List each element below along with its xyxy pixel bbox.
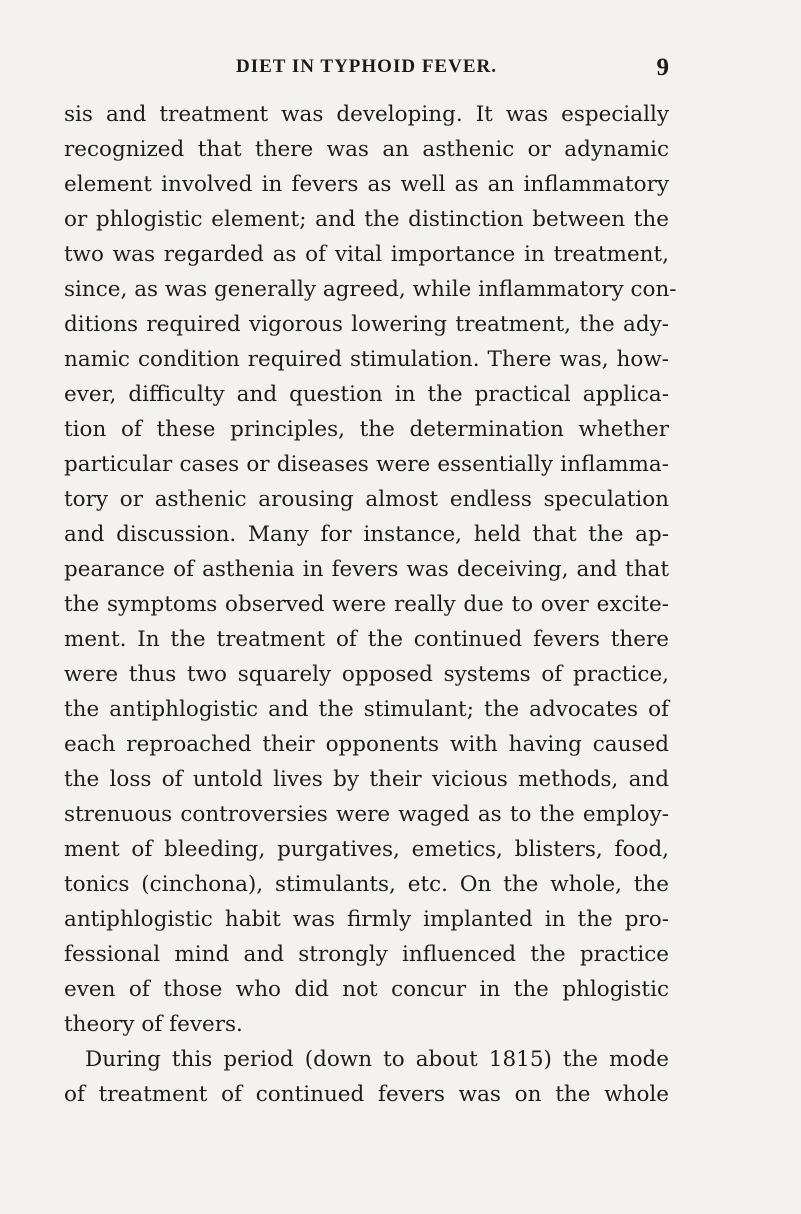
text-line: pearance of asthenia in fevers was deceiving, and that xyxy=(64,557,669,582)
text-line: particular cases or diseases were essentially inflamma- xyxy=(64,452,669,477)
text-line: sis and treatment was developing. It was especially xyxy=(64,102,669,127)
text-line: ditions required vigorous lowering treatment, the ady- xyxy=(64,312,669,337)
text-line: tory or asthenic arousing almost endless speculation xyxy=(64,487,669,512)
text-line: element involved in fevers as well as an inflammatory xyxy=(64,172,669,197)
text-line: were thus two squarely opposed systems of practice, xyxy=(64,662,669,687)
text-line: antiphlogistic habit was firmly implanted in the pro- xyxy=(64,907,669,932)
text-line: even of those who did not concur in the phlogistic xyxy=(64,977,669,1002)
paragraph-start-line: During this period (down to about 1815) the mode xyxy=(85,1047,669,1072)
text-line: the loss of untold lives by their vicious methods, and xyxy=(64,767,669,792)
page-number: 9 xyxy=(656,54,669,81)
text-line: and discussion. Many for instance, held that the ap- xyxy=(64,522,669,547)
text-line: ever, difficulty and question in the practical applica- xyxy=(64,382,669,407)
running-head-title: DIET IN TYPHOID FEVER. xyxy=(236,56,497,77)
text-line: the symptoms observed were really due to over excite- xyxy=(64,592,669,617)
text-line: tion of these principles, the determination whether xyxy=(64,417,669,442)
text-line: ment of bleeding, purgatives, emetics, blisters, food, xyxy=(64,837,669,862)
text-line: strenuous controversies were waged as to the employ- xyxy=(64,802,669,827)
text-line: since, as was generally agreed, while inflammatory con- xyxy=(64,277,677,302)
text-line: theory of fevers. xyxy=(64,1012,243,1037)
text-line: tonics (cinchona), stimulants, etc. On the whole, the xyxy=(64,872,669,897)
text-line: or phlogistic element; and the distinction between the xyxy=(64,207,669,232)
body-text xyxy=(64,97,677,1112)
text-line: fessional mind and strongly influenced the practice xyxy=(64,942,669,967)
text-line: ment. In the treatment of the continued fevers there xyxy=(64,627,669,652)
running-head xyxy=(64,56,669,86)
text-line: of treatment of continued fevers was on the whole xyxy=(64,1082,669,1107)
text-line: recognized that there was an asthenic or adynamic xyxy=(64,137,669,162)
text-line: the antiphlogistic and the stimulant; the advocates of xyxy=(64,697,669,722)
text-line: two was regarded as of vital importance in treatment, xyxy=(64,242,669,267)
text-line: each reproached their opponents with having caused xyxy=(64,732,669,757)
text-line: namic condition required stimulation. There was, how- xyxy=(64,347,669,372)
